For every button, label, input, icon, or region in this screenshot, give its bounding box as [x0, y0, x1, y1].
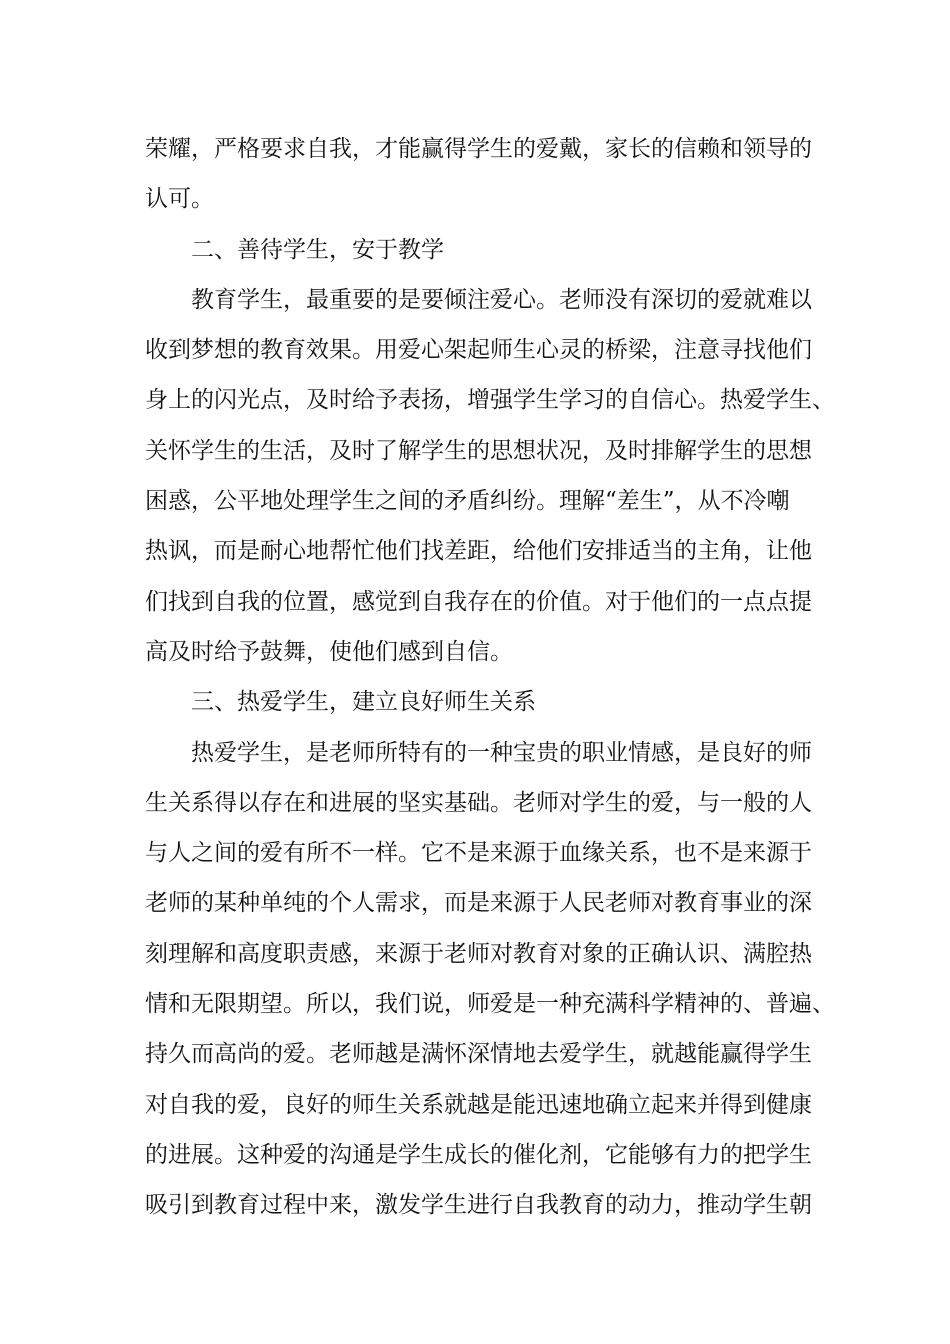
text-line: 与人之间的爱有所不一样。它不是来源于血缘关系，也不是来源于: [145, 840, 812, 867]
text-line: 荣耀，严格要求自我，才能赢得学生的爱戴，家长的信赖和领导的: [145, 136, 812, 162]
body-text: [145, 124, 835, 1231]
text-line: 生关系得以存在和进展的坚实基础。老师对学生的爱，与一般的人: [145, 789, 812, 816]
text-line: 关怀学生的生活，及时了解学生的思想状况，及时排解学生的思想: [145, 437, 812, 464]
text-line: 刻理解和高度职责感，来源于老师对教育对象的正确认识、满腔热: [145, 940, 812, 967]
text-line: 老师的某种单纯的个人需求，而是来源于人民老师对教育事业的深: [145, 890, 812, 917]
text-line: 对自我的爱，良好的师生关系就越是能迅速地确立起来并得到健康: [145, 1091, 812, 1118]
section-heading: 二、善待学生，安于教学: [191, 236, 444, 263]
text-line: 热爱学生，是老师所特有的一种宝贵的职业情感，是良好的师: [191, 739, 812, 766]
text-line: 情和无限期望。所以，我们说，师爱是一种充满科学精神的、普遍、: [145, 991, 835, 1018]
text-line: 收到梦想的教育效果。用爱心架起师生心灵的桥梁，注意寻找他们: [145, 337, 812, 364]
text-line: 热讽，而是耐心地帮忙他们找差距，给他们安排适当的主角，让他: [145, 538, 812, 565]
text-line: 们找到自我的位置，感觉到自我存在的价值。对于他们的一点点提: [145, 588, 812, 615]
text-line: 吸引到教育过程中来，激发学生进行自我教育的动力，推动学生朝: [145, 1192, 812, 1219]
text-line: 的进展。这种爱的沟通是学生成长的催化剂，它能够有力的把学生: [145, 1141, 812, 1168]
text-line: 身上的闪光点，及时给予表扬，增强学生学习的自信心。热爱学生、: [145, 387, 835, 414]
text-line: 认可。: [145, 186, 214, 213]
text-line: 教育学生，最重要的是要倾注爱心。老师没有深切的爱就难以: [191, 286, 812, 313]
text-line: 持久而高尚的爱。老师越是满怀深情地去爱学生，就越能赢得学生: [145, 1041, 812, 1068]
text-line: 高及时给予鼓舞，使他们感到自信。: [145, 638, 513, 665]
section-heading: 三、热爱学生，建立良好师生关系: [191, 689, 536, 716]
text-line: 困惑，公平地处理学生之间的矛盾纠纷。理解“差生”，从不冷嘲: [145, 488, 790, 515]
